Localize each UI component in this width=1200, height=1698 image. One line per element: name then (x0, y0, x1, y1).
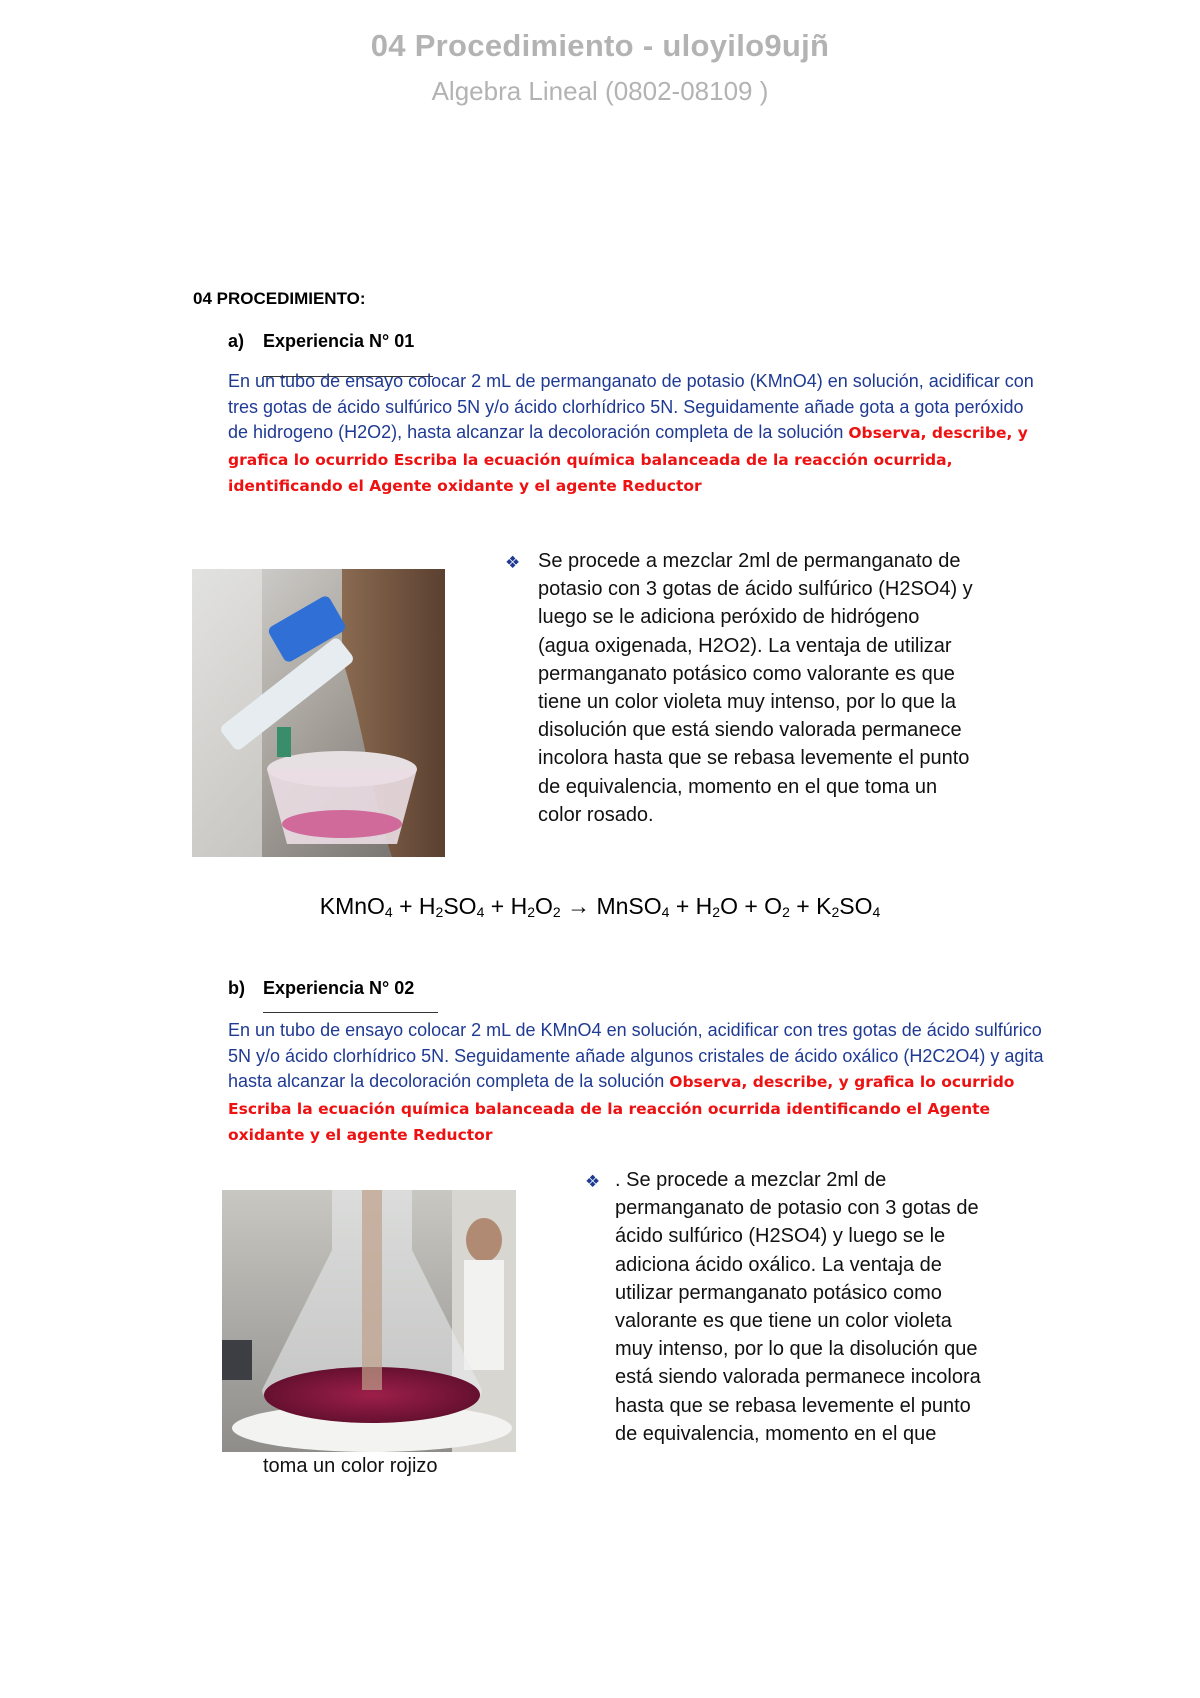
exp2-caption: toma un color rojizo (263, 1455, 438, 1477)
document-title: 04 Procedimiento - uloyilo9ujñ (370, 28, 830, 63)
exp1-bullet-line: Se procede a mezclar 2ml de permanganato de (538, 550, 961, 572)
exp1-bullet-line: color rosado. (538, 803, 654, 826)
section-heading: 04 PROCEDIMIENTO: (193, 289, 366, 308)
equation-subscript: 4 (384, 904, 393, 920)
exp1-heading (228, 331, 414, 352)
exp2-bullet-line: permanganato de potasio con 3 gotas de (615, 1197, 979, 1220)
equation-subscript: 4 (872, 904, 881, 920)
equation-term: + K (789, 893, 832, 919)
exp1-marker: a) (228, 331, 245, 351)
exp2-instruction-blue: En un tubo de ensayo colocar 2 mL de KMnO4 en solución, acidificar con tres gotas de ácido sulfúrico 5N y/o ácido clorhídrico 5N. Seguidamente añade algunos cristales de ácido oxálico (H2C2O4) y agita hasta alcanzar la decoloración completa de la solución (228, 1020, 1044, 1091)
equation-term: KMnO (319, 893, 385, 919)
equation-term: + H (392, 893, 436, 919)
exp2-heading (228, 978, 414, 999)
exp1-bullet-line: disolución que está siendo valorada permanece (538, 719, 962, 742)
exp1-instruction-red: Observa, describe, y grafica lo ocurrido Escriba la ecuación química balanceada de la reacción ocurrida, identificando el Agente oxidante y el agente Reductor (228, 424, 1028, 495)
equation-subscript: 2 (435, 904, 444, 920)
exp1-bullet-text (538, 547, 973, 829)
exp1-bullet-line: permanganato potásico como valorante es que (538, 662, 955, 685)
exp1-title: Experiencia N° 01 (263, 331, 415, 351)
exp2-instruction-red: Observa, describe, y grafica lo ocurrido Escriba la ecuación química balanceada de la reacción ocurrida identificando el Agente oxidante y el agente Reductor (228, 1073, 1015, 1144)
exp1-bullet-line: potasio con 3 gotas de ácido sulfúrico (H2SO4) y (538, 578, 973, 601)
exp2-bullet-line: está siendo valorada permanece incolora (615, 1366, 981, 1389)
exp2-photo (222, 1190, 516, 1452)
equation-term: O + O (720, 893, 783, 919)
exp1-instruction (228, 369, 1048, 500)
exp1-instruction-blue: En un tubo de ensayo colocar 2 mL de permanganato de potasio (KMnO4) en solución, acidificar con tres gotas de ácido sulfúrico 5N y/o ácido clorhídrico 5N. Seguidamente añade gota a gota peróxido de hidrogeno (H2O2), hasta alcanzar la decoloración completa de la solución (228, 371, 1034, 442)
exp2-bullet-line: valorante es que tiene un color violeta (615, 1310, 952, 1333)
exp2-photo-graphic (222, 1190, 516, 1452)
exp2-bullet-line: ácido sulfúrico (H2SO4) y luego se le (615, 1225, 946, 1248)
document-subtitle: Algebra Lineal (0802-08109 ) (431, 76, 769, 106)
equation-subscript: 2 (552, 904, 561, 920)
exp1-photo (192, 569, 445, 857)
exp2-bullet-line: de equivalencia, momento en el que (615, 1422, 937, 1445)
exp2-bullet-line: adiciona ácido oxálico. La ventaja de (615, 1253, 942, 1276)
equation-term: O (535, 893, 553, 919)
equation-subscript: 4 (661, 904, 670, 920)
equation-term: + H (484, 893, 528, 919)
equation-subscript: 2 (527, 904, 535, 920)
diamond-bullet-icon: ❖ (505, 553, 521, 572)
exp1-bullet-line: luego se le adiciona peróxido de hidrógeno (538, 606, 920, 629)
exp1-bullet-line: de equivalencia, momento en el que toma un (538, 775, 938, 798)
exp2-bullet-line: muy intenso, por lo que la disolución que (615, 1338, 978, 1361)
chemical-equation (0, 893, 1200, 920)
exp2-bullet-line: . Se procede a mezclar 2ml de (615, 1169, 887, 1191)
diamond-bullet-icon: ❖ (585, 1172, 601, 1191)
equation-subscript: 2 (831, 904, 840, 920)
equation-term: → MnSO (560, 893, 662, 919)
equation-term: SO (839, 893, 873, 919)
exp1-photo-graphic (192, 569, 445, 857)
exp2-underline (263, 1012, 438, 1013)
equation-term: + H (669, 893, 713, 919)
exp2-title: Experiencia N° 02 (263, 978, 415, 998)
equation-term: SO (443, 893, 477, 919)
exp2-bullet-line: utilizar permanganato potásico como (615, 1281, 942, 1304)
exp2-bullet-text (615, 1166, 981, 1448)
exp1-bullet-line: incolora hasta que se rebasa levemente el punto (538, 747, 970, 770)
exp2-bullet-line: hasta que se rebasa levemente el punto (615, 1394, 971, 1417)
equation-subscript: 2 (782, 904, 790, 920)
equation-subscript: 4 (476, 904, 485, 920)
exp1-bullet-line: (agua oxigenada, H2O2). La ventaja de utilizar (538, 634, 952, 657)
equation-subscript: 2 (712, 904, 721, 920)
exp1-bullet-line: tiene un color violeta muy intenso, por lo que la (538, 691, 957, 714)
exp2-marker: b) (228, 978, 245, 998)
exp2-instruction (228, 1018, 1048, 1149)
